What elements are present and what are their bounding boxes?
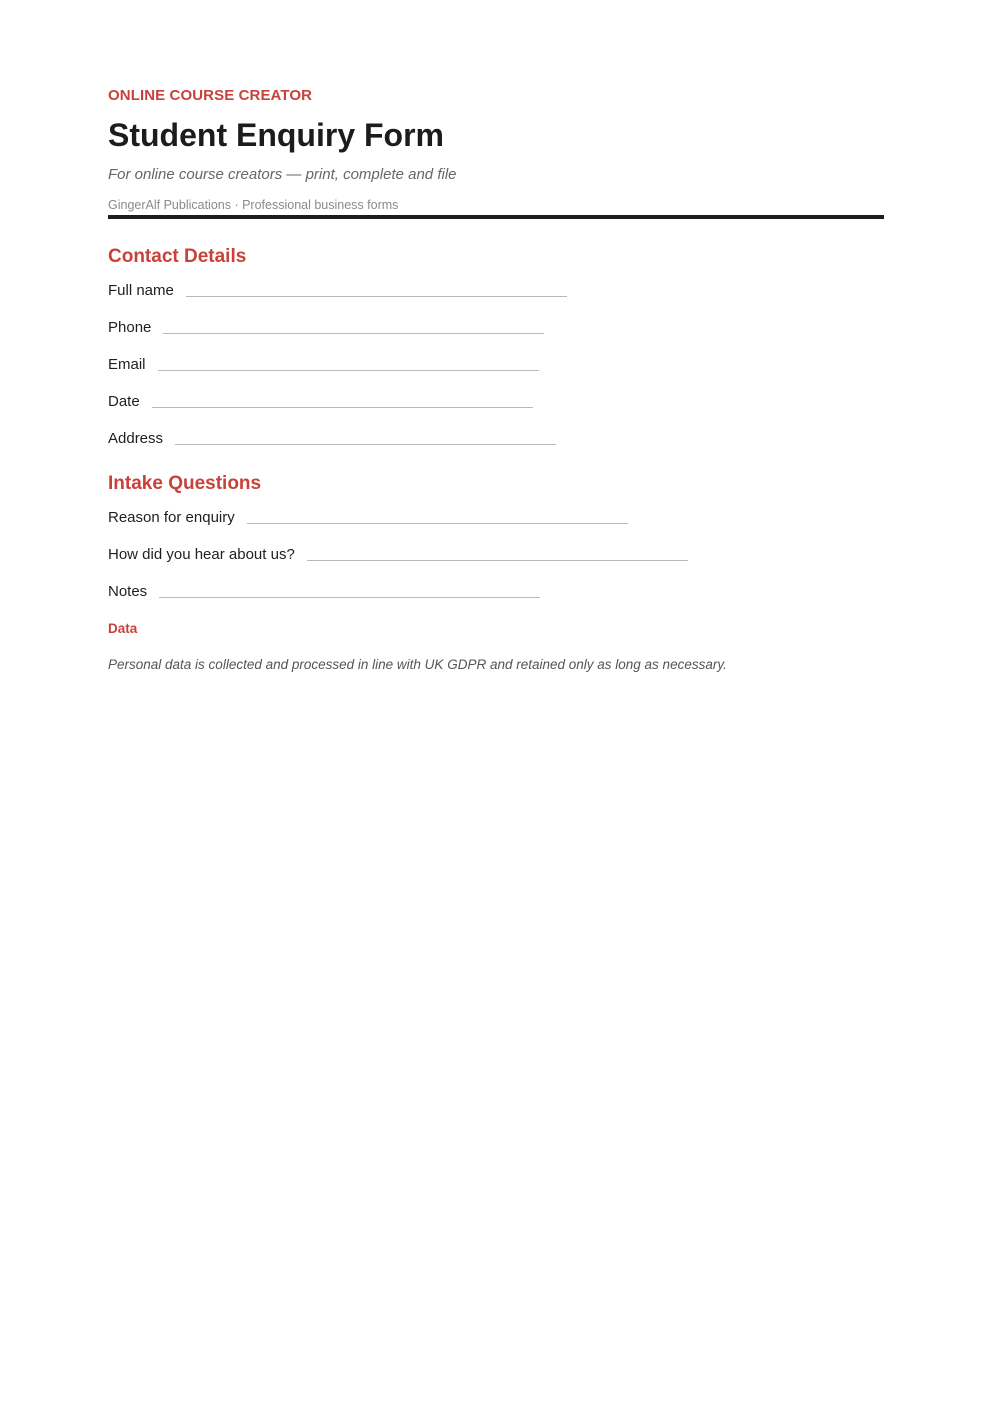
email-input-line[interactable] — [158, 369, 539, 371]
section-title-contact: Contact Details — [108, 246, 247, 267]
data-notice-text: Personal data is collected and processed in line with UK GDPR and retained only as long as necessary. — [108, 657, 727, 672]
contact-fields — [108, 276, 884, 454]
field-referral-source — [108, 533, 884, 570]
full-name-input-line[interactable] — [186, 295, 567, 297]
field-reason — [108, 503, 884, 533]
field-label: Email — [108, 356, 146, 373]
field-label: Address — [108, 430, 164, 447]
section-title-intake: Intake Questions — [108, 473, 262, 494]
data-notice-title: Data — [108, 621, 138, 636]
field-label: Date — [108, 393, 140, 410]
reason-input-line[interactable] — [247, 522, 628, 524]
field-label: Notes — [108, 583, 148, 600]
category-label: ONLINE COURSE CREATOR — [108, 87, 313, 104]
field-email — [108, 343, 884, 380]
field-label: Reason for enquiry — [108, 509, 235, 526]
field-date — [108, 380, 884, 417]
form-page — [108, 86, 884, 674]
field-label: Full name — [108, 282, 174, 299]
publisher-line: GingerAlf Publications · Professional business forms — [108, 198, 399, 212]
field-address — [108, 417, 884, 454]
notes-input-line[interactable] — [159, 596, 540, 598]
page-title: Student Enquiry Form — [108, 117, 444, 153]
field-label: Phone — [108, 319, 152, 336]
field-phone — [108, 306, 884, 343]
field-full-name — [108, 276, 884, 306]
date-input-line[interactable] — [152, 406, 533, 408]
intake-fields — [108, 503, 884, 607]
address-input-line[interactable] — [175, 443, 556, 445]
page-subtitle: For online course creators — print, complete and file — [108, 166, 457, 183]
field-notes — [108, 570, 884, 607]
header-divider — [108, 215, 884, 219]
phone-input-line[interactable] — [163, 332, 544, 334]
field-label: How did you hear about us? — [108, 546, 295, 563]
referral-source-input-line[interactable] — [307, 559, 688, 561]
